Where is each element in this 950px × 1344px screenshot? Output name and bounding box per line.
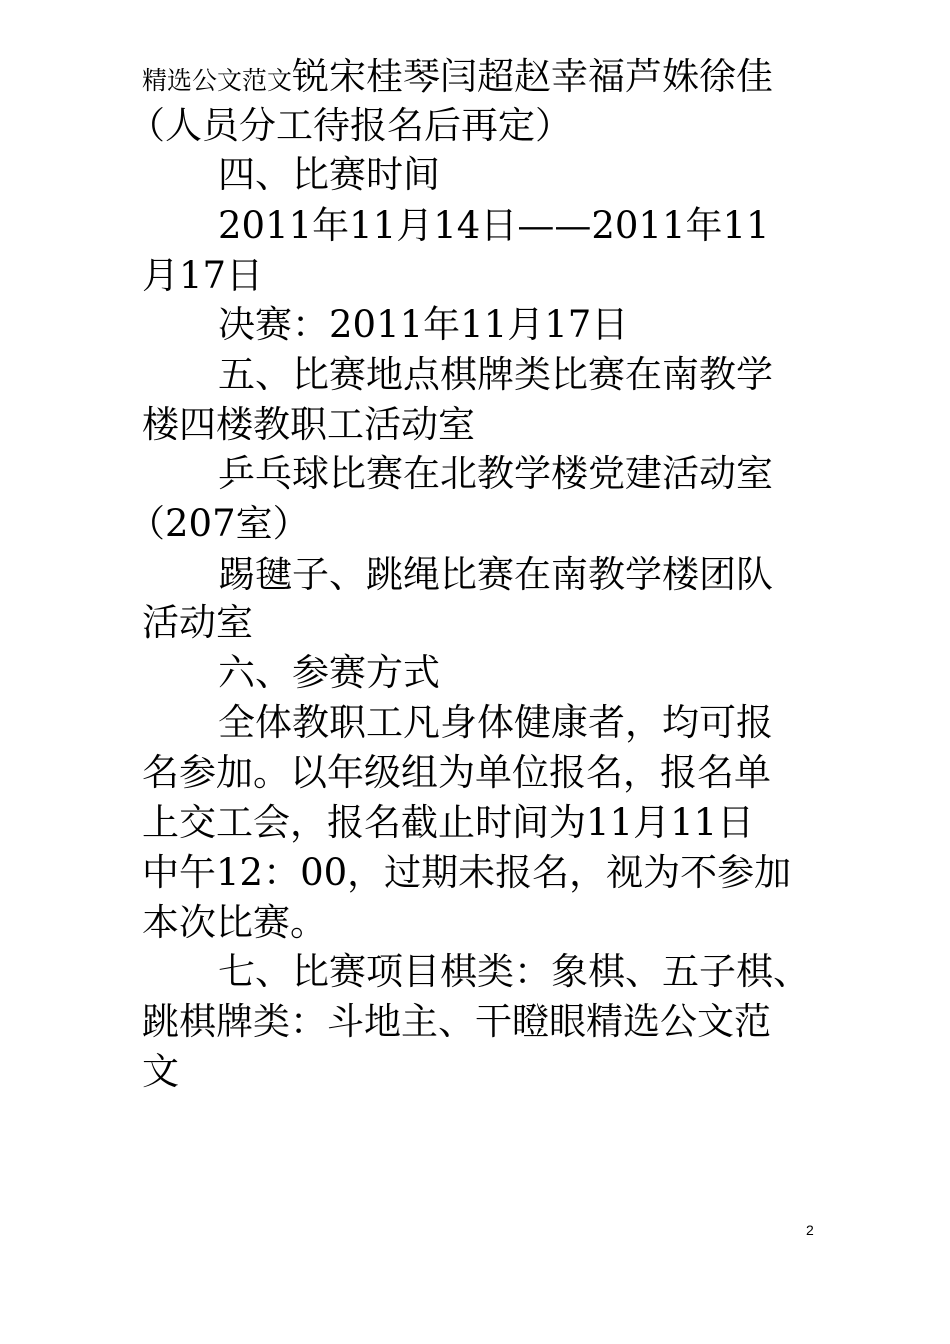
line-1-text: 锐宋桂琴闫超赵幸福芦姝徐佳: [292, 55, 774, 98]
page-number: 2: [806, 1222, 814, 1238]
text-line-14: 全体教职工凡身体健康者，均可报: [218, 701, 773, 744]
text-line-17: 中午12：00，过期未报名，视为不参加: [142, 851, 792, 894]
section-heading-time: 四、比赛时间: [218, 153, 440, 196]
section-heading-events: 七、比赛项目棋类：象棋、五子棋、: [218, 950, 810, 993]
text-line-20: 跳棋牌类：斗地主、干瞪眼精选公文范: [142, 1000, 771, 1043]
text-line-4: 2011年11月14日——2011年11: [218, 204, 770, 247]
text-line-11: 踢毽子、跳绳比赛在南教学楼团队: [218, 553, 773, 596]
text-line-9: 乒乓球比赛在北教学楼党建活动室: [218, 452, 773, 495]
text-line-21: 文: [142, 1050, 179, 1093]
text-line-5: 月17日: [142, 254, 264, 297]
text-line-1: [142, 52, 773, 102]
text-line-12: 活动室: [142, 601, 253, 644]
text-line-10: （207室）: [128, 502, 310, 545]
section-heading-venue: 五、比赛地点棋牌类比赛在南教学: [218, 353, 773, 396]
text-line-2: （人员分工待报名后再定）: [128, 104, 572, 147]
text-line-16: 上交工会，报名截止时间为11月11日: [142, 801, 755, 844]
header-watermark: 精选公文范文: [142, 66, 293, 95]
text-line-8: 楼四楼教职工活动室: [142, 403, 475, 446]
text-line-18: 本次比赛。: [142, 901, 327, 944]
text-line-15: 名参加。以年级组为单位报名，报名单: [142, 751, 771, 794]
text-line-6: 决赛：2011年11月17日: [218, 303, 629, 346]
section-heading-method: 六、参赛方式: [218, 651, 440, 694]
